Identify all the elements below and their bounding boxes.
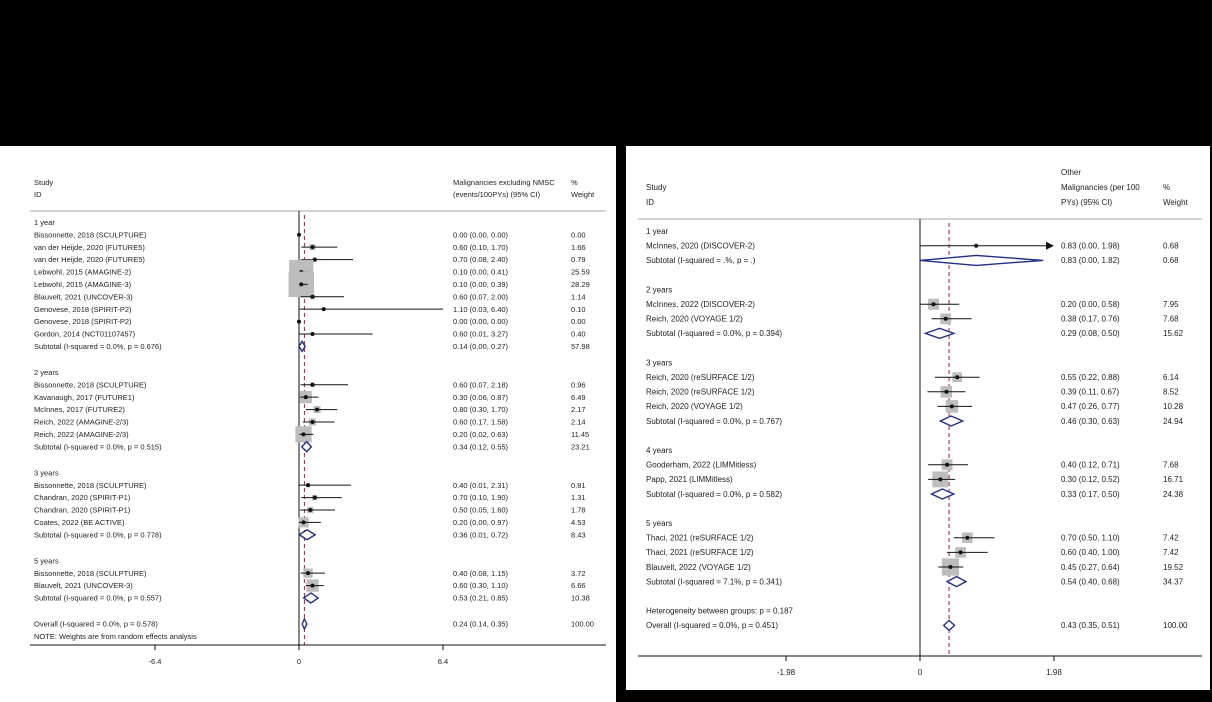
subtotal-label: Subtotal (I-squared = 0.0%, p = 0.778)	[34, 530, 162, 540]
study-estimate-text: 0.00 (0.00, 0.00)	[453, 317, 509, 327]
study-point	[945, 463, 949, 467]
study-estimate-text: 0.70 (0.08, 2.40)	[453, 255, 509, 265]
study-label: Bissonnette, 2018 (SCULPTURE)	[34, 230, 147, 240]
header-effect: PYs) (95% CI)	[1061, 198, 1113, 207]
study-weight-text: 7.42	[1163, 548, 1179, 558]
study-label: Reich, 2020 (VOYAGE 1/2)	[646, 314, 743, 324]
subtotal-weight-text: 0.68	[1163, 256, 1179, 266]
study-estimate-text: 0.20 (0.00, 0.58)	[1061, 300, 1120, 309]
subtotal-estimate-text: 0.54 (0.40, 0.68)	[1061, 577, 1120, 587]
heterogeneity-text: Heterogeneity between groups: p = 0.187	[646, 606, 793, 616]
study-weight-text: 1.78	[571, 505, 586, 515]
subtotal-diamond	[302, 442, 312, 452]
study-weight-text: 10.28	[1163, 402, 1184, 412]
subtotal-diamond	[920, 255, 1043, 265]
study-estimate-text: 0.45 (0.27, 0.64)	[1061, 562, 1120, 572]
study-label: Gordon, 2014 (NCT01107457)	[34, 329, 136, 339]
study-label: Chandran, 2020 (SPIRIT-P1)	[34, 505, 131, 515]
subtotal-diamond	[940, 416, 962, 426]
study-weight-text: 4.53	[571, 518, 586, 527]
study-estimate-text: 0.60 (0.17, 1.58)	[453, 417, 509, 427]
study-estimate-text: 0.60 (0.40, 1.00)	[1061, 548, 1120, 558]
study-label: Reich, 2020 (reSURFACE 1/2)	[646, 373, 755, 382]
subtotal-weight-text: 8.43	[571, 530, 586, 540]
study-point	[932, 302, 936, 306]
study-point	[299, 282, 303, 286]
study-point	[304, 395, 308, 399]
group-label: 2 years	[646, 285, 673, 295]
study-point	[938, 477, 942, 481]
study-point	[297, 320, 301, 324]
x-axis-tick-label: 0	[296, 657, 302, 666]
study-weight-text: 7.42	[1163, 533, 1179, 543]
subtotal-diamond	[299, 530, 315, 540]
study-weight-text: 0.79	[571, 255, 586, 265]
study-point	[311, 245, 315, 249]
study-label: Coates, 2022 (BE ACTIVE)	[34, 518, 125, 527]
study-label: McInnes, 2017 (FUTURE2)	[34, 405, 125, 415]
forest-plot-right-svg	[626, 146, 1210, 690]
subtotal-weight-text: 34.37	[1163, 577, 1184, 587]
study-estimate-text: 0.60 (0.01, 3.27)	[453, 329, 509, 339]
study-point	[948, 565, 952, 569]
header-weight: Weight	[571, 190, 595, 199]
study-estimate-text: 0.00 (0.00, 0.00)	[453, 230, 509, 240]
study-label: McInnes, 2022 (DISCOVER-2)	[646, 300, 755, 309]
subtotal-weight-text: 10.38	[571, 593, 590, 603]
overall-label: Overall (I-squared = 0.0%, p = 0.451)	[646, 621, 779, 631]
overall-label: Overall (I-squared = 0.0%, p = 0.578)	[34, 619, 158, 629]
study-weight-text: 19.52	[1163, 562, 1184, 572]
study-point	[959, 550, 963, 554]
study-point	[302, 520, 306, 524]
study-weight-text: 8.52	[1163, 387, 1179, 397]
study-estimate-text: 1.10 (0.03, 6.40)	[453, 304, 509, 314]
study-point	[955, 375, 959, 379]
study-weight-text: 11.45	[571, 430, 590, 439]
study-estimate-text: 0.10 (0.00, 0.41)	[453, 267, 509, 277]
study-weight-text: 1.31	[571, 493, 586, 503]
study-weight-text: 2.14	[571, 417, 586, 427]
study-estimate-text: 0.10 (0.00, 0.39)	[453, 280, 509, 289]
study-weight-text: 0.96	[571, 380, 586, 390]
subtotal-estimate-text: 0.46 (0.30, 0.63)	[1061, 416, 1120, 426]
study-estimate-text: 0.60 (0.10, 1.70)	[453, 242, 509, 252]
x-axis-tick-label: 6.4	[437, 657, 449, 666]
header-effect: Malignancies (per 100	[1061, 183, 1140, 192]
study-estimate-text: 0.40 (0.08, 1.15)	[453, 568, 509, 578]
group-label: 1 year	[34, 218, 55, 227]
study-label: Thaci, 2021 (reSURFACE 1/2)	[646, 533, 754, 543]
study-point	[965, 536, 969, 540]
forest-plot-left-svg	[0, 146, 616, 702]
subtotal-label: Subtotal (I-squared = .%, p = .)	[646, 256, 756, 266]
study-weight-text: 0.81	[571, 480, 586, 490]
study-label: Chandran, 2020 (SPIRIT-P1)	[34, 493, 131, 503]
study-weight-text: 6.66	[571, 581, 586, 591]
overall-weight-text: 100.00	[571, 619, 594, 629]
subtotal-estimate-text: 0.53 (0.21, 0.85)	[453, 593, 509, 603]
study-weight-text: 28.29	[571, 280, 590, 289]
header-weight: %	[1163, 183, 1171, 192]
header-weight: Weight	[1163, 198, 1188, 207]
subtotal-label: Subtotal (I-squared = 7.1%, p = 0.341)	[646, 577, 783, 587]
study-label: Lebwohl, 2015 (AMAGINE-2)	[34, 267, 132, 277]
note-text: NOTE: Weights are from random effects analysis	[34, 632, 197, 641]
study-estimate-text: 0.55 (0.22, 0.88)	[1061, 373, 1120, 382]
study-point	[974, 244, 978, 248]
subtotal-diamond	[932, 489, 954, 499]
study-label: Papp, 2021 (LIMMitless)	[646, 475, 733, 485]
study-point	[950, 404, 954, 408]
study-label: Reich, 2022 (AMAGINE-2/3)	[34, 417, 129, 427]
subtotal-label: Subtotal (I-squared = 0.0%, p = 0.515)	[34, 442, 162, 452]
study-estimate-text: 0.80 (0.30, 1.70)	[453, 405, 509, 415]
subtotal-label: Subtotal (I-squared = 0.0%, p = 0.557)	[34, 593, 162, 603]
study-point	[311, 295, 315, 299]
study-weight-text: 7.68	[1163, 314, 1179, 324]
study-point	[322, 307, 326, 311]
study-estimate-text: 0.38 (0.17, 0.76)	[1061, 314, 1120, 324]
study-point	[311, 420, 315, 424]
study-weight-text: 25.59	[571, 267, 590, 277]
subtotal-estimate-text: 0.29 (0.08, 0.50)	[1061, 329, 1120, 339]
x-axis-tick-label: 0	[917, 668, 923, 677]
study-estimate-text: 0.83 (0.00, 1.98)	[1061, 241, 1120, 251]
study-weight-text: 1.66	[571, 242, 586, 252]
study-label: van der Heijde, 2020 (FUTURE5)	[34, 242, 145, 252]
overall-estimate-text: 0.43 (0.35, 0.51)	[1061, 621, 1120, 631]
study-point	[311, 584, 315, 588]
subtotal-estimate-text: 0.14 (0.00, 0.27)	[453, 342, 509, 351]
study-weight-text: 3.72	[571, 568, 586, 578]
study-weight-text: 7.95	[1163, 300, 1179, 309]
study-point	[311, 332, 315, 336]
subtotal-diamond	[947, 577, 966, 587]
study-label: Lebwohl, 2015 (AMAGINE-3)	[34, 280, 132, 289]
group-label: 3 years	[34, 468, 59, 478]
forest-plot-left	[0, 146, 616, 702]
study-weight-text: 0.00	[571, 230, 586, 240]
study-label: Genovese, 2018 (SPIRIT-P2)	[34, 304, 132, 314]
study-point	[313, 496, 317, 500]
study-label: Kavanaugh, 2017 (FUTURE1)	[34, 392, 135, 402]
study-estimate-text: 0.40 (0.01, 2.31)	[453, 480, 509, 490]
study-weight-text: 6.14	[1163, 373, 1179, 382]
study-estimate-text: 0.47 (0.26, 0.77)	[1061, 402, 1120, 412]
study-estimate-text: 0.20 (0.00, 0.97)	[453, 518, 509, 527]
overall-weight-text: 100.00	[1163, 621, 1188, 631]
subtotal-weight-text: 15.62	[1163, 329, 1184, 339]
subtotal-weight-text: 57.98	[571, 342, 590, 351]
group-label: 3 years	[646, 358, 673, 368]
overall-diamond	[944, 620, 955, 630]
overall-diamond	[302, 619, 307, 629]
group-label: 2 years	[34, 368, 59, 377]
study-point	[306, 483, 310, 487]
study-estimate-text: 0.60 (0.07, 2.18)	[453, 380, 509, 390]
x-axis-tick-label: -1.98	[776, 668, 796, 677]
x-axis-tick-label: -6.4	[148, 657, 162, 666]
study-label: Reich, 2020 (reSURFACE 1/2)	[646, 387, 755, 397]
forest-plot-right	[626, 146, 1210, 690]
study-weight-text: 2.17	[571, 405, 586, 415]
study-point	[944, 317, 948, 321]
study-weight-text: 0.10	[571, 304, 586, 314]
study-weight-text: 0.00	[571, 317, 586, 327]
study-estimate-text: 0.39 (0.11, 0.67)	[1061, 387, 1120, 397]
header-study: ID	[34, 190, 42, 199]
header-weight: %	[571, 178, 578, 187]
subtotal-label: Subtotal (I-squared = 0.0%, p = 0.767)	[646, 416, 783, 426]
study-estimate-text: 0.20 (0.02, 0.63)	[453, 430, 509, 439]
study-label: Gooderham, 2022 (LIMMitless)	[646, 460, 757, 470]
subtotal-estimate-text: 0.36 (0.01, 0.72)	[453, 530, 509, 540]
subtotal-estimate-text: 0.34 (0.12, 0.55)	[453, 442, 509, 452]
group-label: 5 years	[646, 519, 673, 528]
subtotal-estimate-text: 0.83 (0.00, 1.82)	[1061, 256, 1120, 266]
x-axis-tick-label: 1.98	[1046, 668, 1062, 677]
header-study: ID	[646, 198, 654, 207]
header-effect: Other	[1061, 168, 1082, 177]
study-label: Blauvelt, 2022 (VOYAGE 1/2)	[646, 562, 751, 572]
study-estimate-text: 0.30 (0.12, 0.52)	[1061, 475, 1120, 485]
study-estimate-text: 0.70 (0.10, 1.90)	[453, 493, 509, 503]
study-point	[315, 408, 319, 412]
subtotal-estimate-text: 0.33 (0.17, 0.50)	[1061, 489, 1120, 499]
study-label: Thaci, 2021 (reSURFACE 1/2)	[646, 548, 754, 558]
study-label: van der Heijde, 2020 (FUTURE5)	[34, 255, 145, 265]
study-label: McInnes, 2020 (DISCOVER-2)	[646, 241, 755, 251]
study-weight-text: 0.68	[1163, 241, 1179, 251]
header-study: Study	[34, 178, 54, 187]
group-label: 1 year	[646, 227, 669, 236]
study-point	[306, 571, 310, 575]
study-point	[311, 383, 315, 387]
study-estimate-text: 0.50 (0.05, 1.60)	[453, 505, 509, 515]
subtotal-weight-text: 24.38	[1163, 489, 1184, 499]
header-study: Study	[646, 183, 667, 192]
study-estimate-text: 0.60 (0.30, 1.10)	[453, 581, 509, 591]
study-estimate-text: 0.60 (0.07, 2.00)	[453, 292, 509, 302]
study-label: Bissonnette, 2018 (SCULPTURE)	[34, 380, 147, 390]
study-estimate-text: 0.70 (0.50, 1.10)	[1061, 533, 1120, 543]
header-effect: (events/100PYs) (95% CI)	[453, 190, 541, 199]
subtotal-diamond	[304, 593, 318, 603]
header-effect: Malignancies excluding NMSC	[453, 178, 555, 187]
study-label: Blauvelt, 2021 (UNCOVER-3)	[34, 292, 133, 302]
subtotal-label: Subtotal (I-squared = 0.0%, p = 0.582)	[646, 489, 783, 499]
study-label: Genovese, 2018 (SPIRIT-P2)	[34, 317, 132, 327]
ci-arrow-icon	[1046, 242, 1054, 250]
group-label: 5 years	[34, 556, 59, 566]
study-label: Reich, 2020 (VOYAGE 1/2)	[646, 402, 743, 412]
study-weight-text: 0.40	[571, 329, 586, 339]
study-point	[297, 233, 301, 237]
subtotal-weight-text: 23.21	[571, 442, 590, 452]
study-estimate-text: 0.30 (0.06, 0.87)	[453, 392, 509, 402]
study-estimate-text: 0.40 (0.12, 0.71)	[1061, 460, 1120, 470]
study-point	[302, 432, 306, 436]
subtotal-weight-text: 24.94	[1163, 416, 1184, 426]
study-label: Reich, 2022 (AMAGINE-2/3)	[34, 430, 129, 439]
subtotal-label: Subtotal (I-squared = 0.0%, p = 0.394)	[646, 329, 783, 339]
study-label: Bissonnette, 2018 (SCULPTURE)	[34, 568, 147, 578]
study-weight-text: 6.49	[571, 392, 586, 402]
study-weight-text: 1.14	[571, 292, 586, 302]
overall-estimate-text: 0.24 (0.14, 0.35)	[453, 619, 509, 629]
study-weight-text: 7.68	[1163, 460, 1179, 470]
study-weight-text: 16.71	[1163, 475, 1184, 485]
study-label: Blauvelt, 2021 (UNCOVER-3)	[34, 581, 133, 591]
study-label: Bissonnette, 2018 (SCULPTURE)	[34, 480, 147, 490]
study-point	[944, 390, 948, 394]
study-point	[308, 508, 312, 512]
group-label: 4 years	[646, 446, 673, 455]
subtotal-label: Subtotal (I-squared = 0.0%, p = 0.676)	[34, 342, 162, 351]
